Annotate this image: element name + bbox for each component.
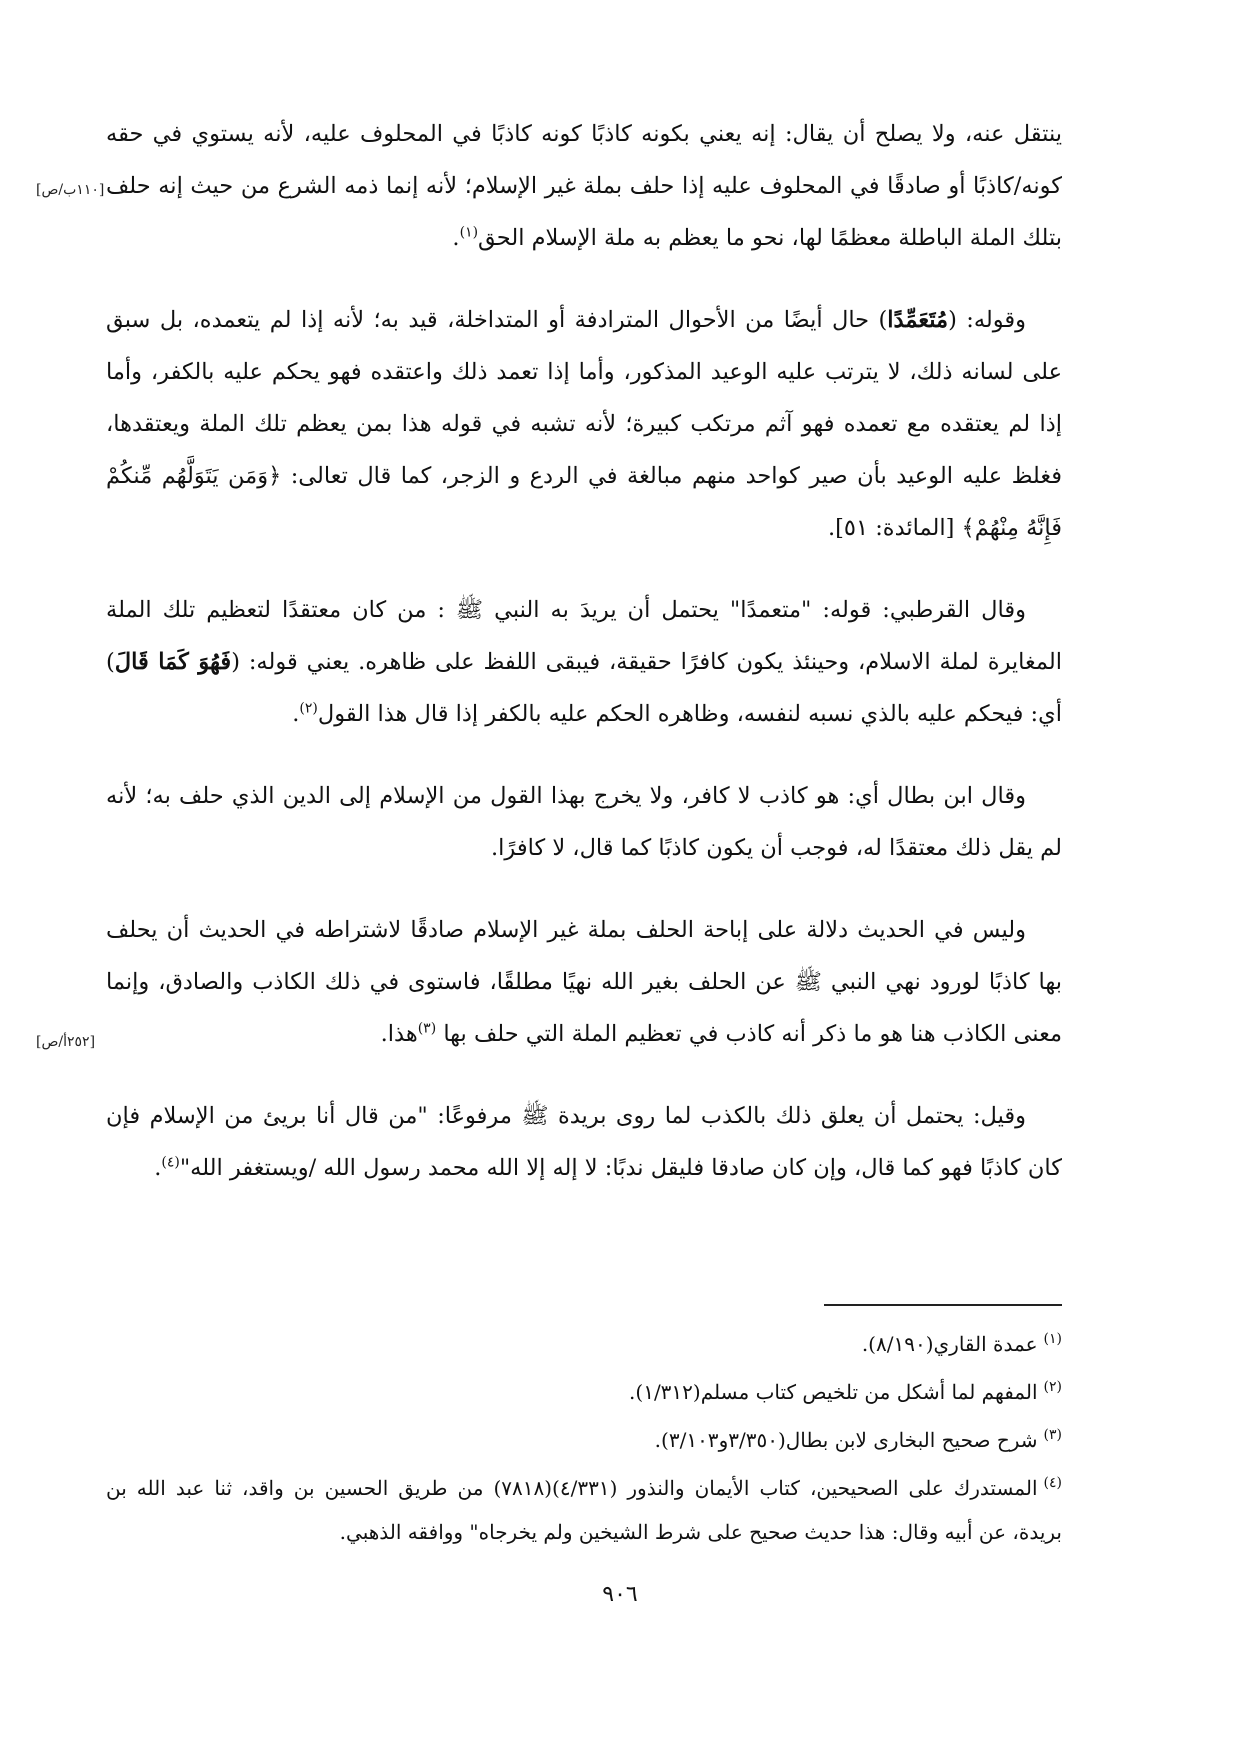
quoted-term-fahuwa-kama-qal: فَهُوَ كَمَا قَالَ bbox=[114, 649, 232, 675]
footnote-4 bbox=[106, 1466, 1062, 1554]
footnote-ref-1: (١) bbox=[459, 224, 479, 241]
paragraph-1 bbox=[106, 108, 1062, 264]
margin-note-folio-252a: [٢٥٢أ/ص] bbox=[36, 1034, 96, 1050]
paragraph-4 bbox=[106, 770, 1062, 874]
paragraph-2-text: ) حال أيضًا من الأحوال المترادفة أو المتداخلة، قيد به؛ لأنه إذا لم يتعمده، بل سبق على لسانه ذلك، لا يترتب عليه الوعيد المذكور، وأما إذا تعمد ذلك واعتقده فهو يحكم عليه بالكفر، وأما إذا لم يعتقده مع تعمده فهو آثم مرتكب كبيرة؛ لأنه تشبه في قوله هذا بمن يعظم تلك الملة ويعتقدها، فغلظ عليه الوعيد بأن صير كواحد منهم مبالغة في الردع و الزجر، كما قال تعالى: ﴿وَمَن يَتَوَلَّهُم مِّنكُمْ فَإِنَّهُ مِنْهُمْ﴾ [المائدة: ٥١]. bbox=[106, 307, 1062, 541]
main-text bbox=[106, 108, 1062, 1224]
footnote-3-text: شرح صحيح البخارى لابن بطال(٣/٣٥٠و٣/١٠٣). bbox=[654, 1428, 1038, 1452]
footnote-ref-2: (٢) bbox=[299, 700, 318, 717]
paragraph-4-text: وقال ابن بطال أي: هو كاذب لا كافر، ولا يخرج بهذا القول من الإسلام إلى الدين الذي حلف به؛ لأنه لم يقل ذلك معتقدًا له، فوجب أن يكون كاذبًا كما قال، لا كافرًا. bbox=[106, 783, 1062, 861]
footnote-separator bbox=[824, 1304, 1062, 1306]
paragraph-2 bbox=[106, 294, 1062, 554]
footnote-ref-3: (٣) bbox=[417, 1020, 437, 1037]
paragraph-3-tail: . bbox=[292, 701, 300, 727]
footnote-2-number: (٢) bbox=[1043, 1379, 1062, 1396]
footnote-1 bbox=[106, 1322, 1062, 1366]
footnote-4-text: المستدرك على الصحيحين، كتاب الأيمان والنذور (٤/٣٣١)(٧٨١٨) من طريق الحسين بن واقد، ثنا عبد الله بن بريدة، عن أبيه وقال: هذا حديث صحيح على شرط الشيخين ولم يخرجاه" ووافقه الذهبي. bbox=[106, 1476, 1062, 1544]
paragraph-1-tail: . bbox=[452, 225, 460, 251]
paragraph-5 bbox=[106, 904, 1062, 1060]
paragraph-3-text2: ) أي: فيحكم عليه بالذي نسبه لنفسه، وظاهره الحكم عليه بالكفر إذا قال هذا القول bbox=[106, 649, 1062, 727]
paragraph-3-text: وقال القرطبي: قوله: "متعمدًا" يحتمل أن يريدَ به النبي ﷺ : من كان معتقدًا لتعظيم تلك الملة المغايرة لملة الاسلام، وحينئذ يكون كافرًا حقيقة، فيبقى اللفظ على ظاهره. يعني قوله: ( bbox=[106, 597, 1063, 675]
paragraph-6-text: وقيل: يحتمل أن يعلق ذلك بالكذب لما روى بريدة ﷺ مرفوعًا: "من قال أنا بريئ من الإسلام فإن كان كاذبًا فهو كما قال، وإن كان صادقا فليقل ندبًا: لا إله إلا الله محمد رسول الله /ويستغفر الله" bbox=[106, 1103, 1062, 1181]
footnote-2-text: المفهم لما أشكل من تلخيص كتاب مسلم(١/٣١٢). bbox=[629, 1380, 1038, 1404]
footnote-ref-4: (٤) bbox=[161, 1154, 180, 1171]
margin-note-folio-110b: [١١٠ب/ص] bbox=[36, 182, 105, 198]
paragraph-5-text: وليس في الحديث دلالة على إباحة الحلف بملة غير الإسلام صادقًا لاشتراطه في الحديث أن يحلف بها كاذبًا لورود نهي النبي ﷺ عن الحلف بغير الله نهيًا مطلقًا، فاستوى في ذلك الكاذب والصادق، وإنما معنى الكاذب هنا هو ما ذكر أنه كاذب في تعظيم الملة التي حلف بها bbox=[106, 917, 1062, 1047]
footnote-1-text: عمدة القاري(٨/١٩٠). bbox=[861, 1332, 1038, 1356]
footnote-3-number: (٣) bbox=[1043, 1427, 1062, 1444]
paragraph-6-tail: . bbox=[154, 1155, 162, 1181]
footnote-1-number: (١) bbox=[1043, 1331, 1062, 1348]
paragraph-1-text: ينتقل عنه، ولا يصلح أن يقال: إنه يعني بكونه كاذبًا كونه كاذبًا في المحلوف عليه، لأنه يستوي في حقه كونه/كاذبًا أو صادقًا في المحلوف عليه إذا حلف بملة غير الإسلام؛ لأنه إنما ذمه الشرع من حيث إنه حلف بتلك الملة الباطلة معظمًا لها، نحو ما يعظم به ملة الإسلام الحق bbox=[106, 121, 1062, 251]
page-number: ٩٠٦ bbox=[602, 1582, 638, 1607]
paragraph-3 bbox=[106, 584, 1062, 740]
footnotes bbox=[106, 1322, 1062, 1558]
quoted-term-mutaammidan: مُتَعَمِّدًا bbox=[887, 307, 949, 333]
paragraph-6 bbox=[106, 1090, 1062, 1194]
footnote-2 bbox=[106, 1370, 1062, 1414]
paragraph-2-prefix: وقوله: ( bbox=[948, 307, 1026, 333]
footnote-3 bbox=[106, 1418, 1062, 1462]
paragraph-5-tail: هذا. bbox=[380, 1021, 418, 1047]
footnote-4-number: (٤) bbox=[1043, 1475, 1062, 1492]
